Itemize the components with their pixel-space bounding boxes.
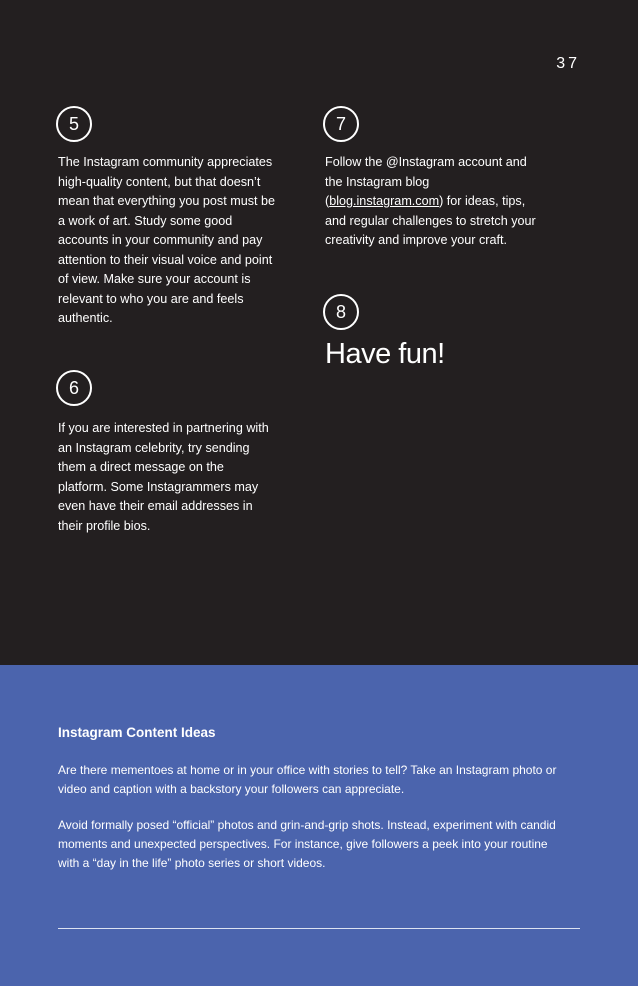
tip-8-heading: Have fun! bbox=[325, 338, 445, 370]
content-ideas-paragraph-2: Avoid formally posed “official” photos and grin-and-grip shots. Instead, experiment with candid moments and unexpected perspectives. For instance, give followers a peek into your routine with a “day in the life” photo series or short videos. bbox=[58, 818, 556, 870]
content-ideas-title: Instagram Content Ideas bbox=[58, 725, 216, 740]
instagram-blog-link[interactable]: blog.instagram.com bbox=[329, 194, 440, 208]
tip-6-number-badge: 6 bbox=[56, 370, 92, 406]
tip-7-text bbox=[325, 153, 547, 251]
tip-6-text: If you are interested in partnering with an Instagram celebrity, try sending them a direct message on the platform. Some Instagrammers may even have their email addresses in their profile bios. bbox=[58, 421, 269, 533]
tip-5-number-badge: 5 bbox=[56, 106, 92, 142]
content-ideas-paragraph-1: Are there mementoes at home or in your office with stories to tell? Take an Instagram photo or video and caption with a backstory your followers can appreciate. bbox=[58, 763, 557, 796]
tip-8-number-badge: 8 bbox=[323, 294, 359, 330]
page-number: 37 bbox=[556, 55, 580, 72]
tip-7-text-after: ) for ideas, tips, and regular challenges to stretch your creativity and improve your craft. bbox=[325, 194, 536, 247]
tip-7-text-before: Follow the @Instagram account and the Instagram blog ( bbox=[325, 155, 527, 208]
tip-5-text: The Instagram community appreciates high-quality content, but that doesn’t mean that everything you post must be a work of art. Study some good accounts in your community and pay attention to their visual voice and point of view. Make sure your account is relevant to who you are and feels authentic. bbox=[58, 155, 276, 325]
tip-7-number-badge: 7 bbox=[323, 106, 359, 142]
content-ideas-panel bbox=[0, 665, 638, 986]
divider bbox=[58, 928, 580, 929]
